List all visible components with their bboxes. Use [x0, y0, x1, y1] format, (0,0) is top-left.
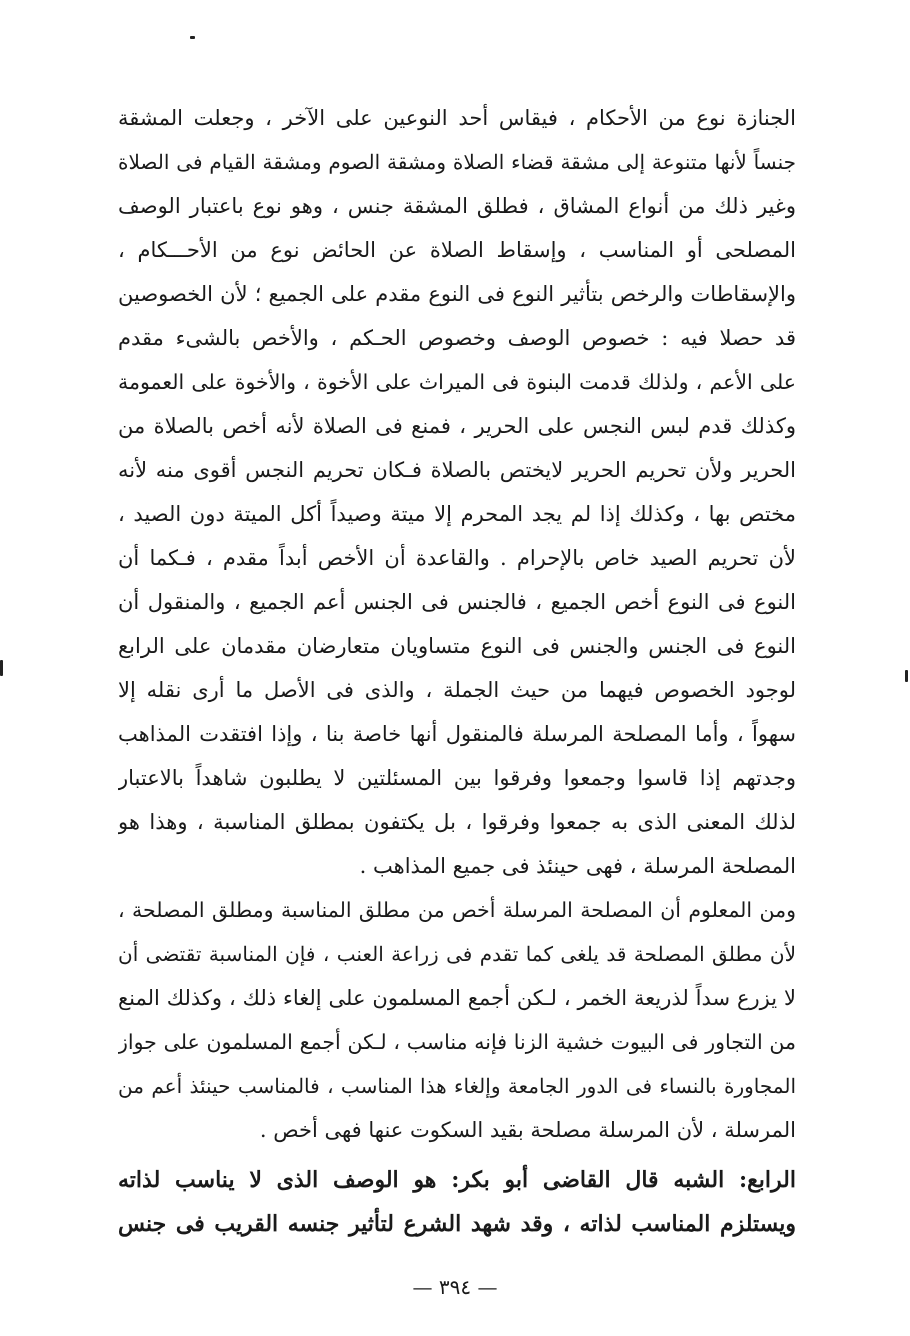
scan-speck [0, 660, 3, 676]
text-line: لذلك المعنى الذى به جمعوا وفرقوا ، بل يكتفون بمطلق المناسبة ، وهذا هو [118, 810, 796, 834]
text-line: سهواً ، وأما المصلحة المرسلة فالمنقول أنها خاصة بنا ، وإذا افتقدت المذاهب [118, 722, 796, 746]
scan-speck [190, 36, 195, 39]
text-line: لأن تحريم الصيد خاص بالإحرام . والقاعدة أن الأخص أبداً مقدم ، فـكما أن [118, 546, 796, 570]
text-line: وكذلك قدم لبس النجس على الحرير ، فمنع فى الصلاة لأنه أخص بالصلاة من [118, 414, 796, 438]
paragraph-1 [118, 96, 796, 888]
text-line: ومن المعلوم أن المصلحة المرسلة أخص من مطلق المناسبة ومطلق المصلحة ، [118, 898, 796, 922]
text-line: المصلحى أو المناسب ، وإسقاط الصلاة عن الحائض نوع من الأحـــكام ، [118, 238, 796, 262]
text-line: جنساً لأنها متنوعة إلى مشقة قضاء الصلاة ومشقة الصوم ومشقة القيام فى الصلاة [118, 150, 796, 174]
paragraph-3 [118, 1158, 796, 1246]
paragraph-2 [118, 888, 796, 1152]
text-line: مختص بها ، وكذلك إذا لم يجد المحرم إلا ميتة وصيداً أكل الميتة دون الصيد ، [118, 502, 796, 526]
text-line: النوع فى الجنس والجنس فى النوع متساويان متعارضان مقدمان على الرابع [118, 634, 796, 658]
text-line: وجدتهم إذا قاسوا وجمعوا وفرقوا بين المسئلتين لا يطلبون شاهداً بالاعتبار [118, 766, 796, 790]
text-line: الجنازة نوع من الأحكام ، فيقاس أحد النوعين على الآخر ، وجعلت المشقة [118, 106, 796, 130]
text-line: والإسقاطات والرخص بتأثير النوع فى النوع مقدم على الجميع ؛ لأن الخصوصين [118, 282, 796, 306]
text-line: النوع فى النوع أخص الجميع ، فالجنس فى الجنس أعم الجميع ، والمنقول أن [118, 590, 796, 614]
text-line: الرابع: الشبه قال القاضى أبو بكر: هو الوصف الذى لا يناسب لذاته [118, 1167, 796, 1193]
text-line: المرسلة ، لأن المرسلة مصلحة بقيد السكوت عنها فهى أخص . [259, 1118, 796, 1142]
text-line: على الأعم ، ولذلك قدمت البنوة فى الميراث على الأخوة ، والأخوة على العمومة [118, 370, 796, 394]
text-line: المجاورة بالنساء فى الدور الجامعة وإلغاء هذا المناسب ، فالمناسب حينئذ أعم من [118, 1074, 796, 1098]
text-line: لا يزرع سداً لذريعة الخمر ، لـكن أجمع المسلمون على إلغاء ذلك ، وكذلك المنع [118, 986, 796, 1010]
text-line: الحرير ولأن تحريم الحرير لايختص بالصلاة فـكان تحريم النجس أقوى منه لأنه [118, 458, 796, 482]
text-line: وغير ذلك من أنواع المشاق ، فطلق المشقة جنس ، وهو نوع باعتبار الوصف [118, 194, 796, 218]
text-line: ويستلزم المناسب لذاته ، وقد شهد الشرع لتأثير جنسه القريب فى جنس [118, 1211, 796, 1237]
text-line: من التجاور فى البيوت خشية الزنا فإنه مناسب ، لـكن أجمع المسلمون على جواز [118, 1030, 796, 1054]
scan-speck [905, 670, 908, 682]
page-number: — ٣٩٤ — [412, 1275, 498, 1299]
text-line: لوجود الخصوص فيهما من حيث الجملة ، والذى فى الأصل ما أرى نقله إلا [118, 678, 796, 702]
text-line: المصلحة المرسلة ، فهى حينئذ فى جميع المذاهب . [359, 854, 796, 878]
text-line: قد حصلا فيه : خصوص الوصف وخصوص الحـكم ، والأخص بالشىء مقدم [118, 326, 796, 350]
text-line: لأن مطلق المصلحة قد يلغى كما تقدم فى زراعة العنب ، فإن المناسبة تقتضى أن [118, 942, 796, 966]
